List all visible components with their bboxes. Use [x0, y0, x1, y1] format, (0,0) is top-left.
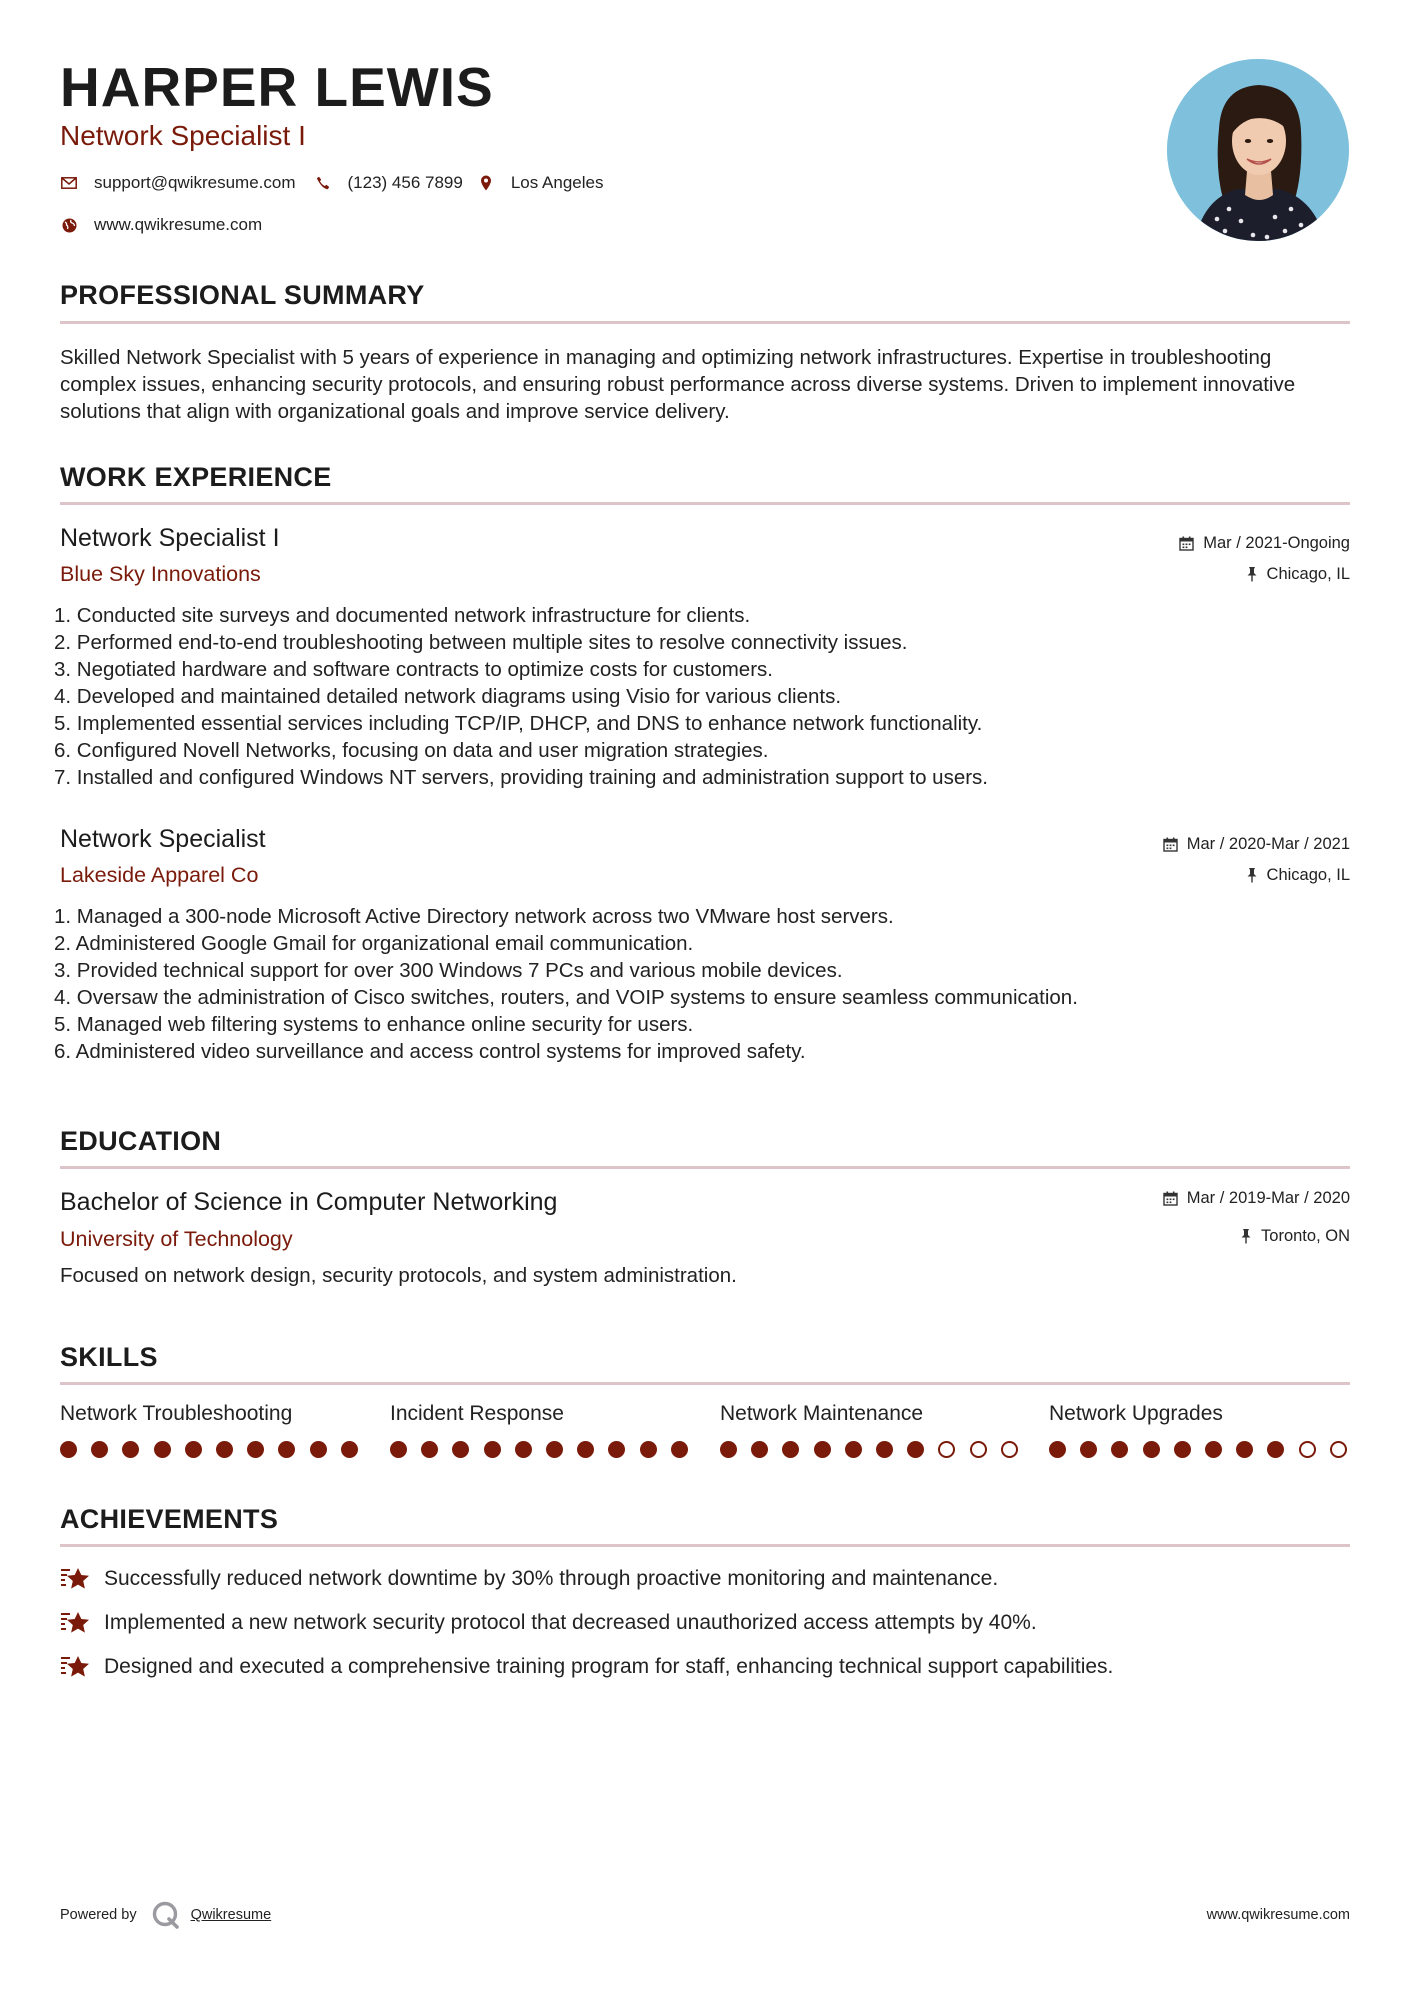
skill-item [720, 1403, 1025, 1424]
school-name: University of Technology [60, 1227, 293, 1251]
rating-dot-filled [608, 1441, 625, 1458]
job-title: Network Specialist I [60, 524, 280, 552]
rating-dot-filled [907, 1441, 924, 1458]
section-divider [60, 1382, 1350, 1385]
rating-dot-empty [938, 1441, 955, 1458]
rating-dot-filled [185, 1441, 202, 1458]
contact-row-2 [60, 215, 282, 235]
achievement-text: Successfully reduced network downtime by 30% through proactive monitoring and maintenance. [104, 1567, 999, 1590]
rating-dot-filled [1080, 1441, 1097, 1458]
rating-dot-filled [1111, 1441, 1128, 1458]
job-location-text: Chicago, IL [1266, 565, 1350, 583]
list-item: 6. Configured Novell Networks, focusing on data and user migration strategies. [54, 739, 769, 762]
job-dates-text: Mar / 2020-Mar / 2021 [1186, 835, 1350, 853]
skill-label: Network Troubleshooting [60, 1402, 293, 1425]
job-company: Lakeside Apparel Co [60, 863, 259, 887]
skill-rating [720, 1441, 1032, 1458]
achievement-item [60, 1566, 998, 1592]
pushpin-icon [1246, 566, 1258, 582]
rating-dot-filled [421, 1441, 438, 1458]
qwikresume-logo-icon [151, 1900, 181, 1930]
job-responsibilities [54, 602, 1344, 791]
skill-rating [1049, 1441, 1361, 1458]
star-medal-icon [60, 1610, 92, 1636]
education-location [1240, 1228, 1350, 1245]
list-item: 4. Oversaw the administration of Cisco switches, routers, and VOIP systems to ensure seamless communication. [54, 986, 1078, 1009]
rating-dot-empty [1001, 1441, 1018, 1458]
rating-dot-filled [341, 1441, 358, 1458]
skill-rating [60, 1441, 372, 1458]
pushpin-icon [1240, 1228, 1252, 1244]
profile-photo [1167, 59, 1349, 241]
education-description: Focused on network design, security protocols, and system administration. [60, 1264, 737, 1287]
summary-text: Skilled Network Specialist with 5 years of experience in managing and optimizing network infrastructures. Expertise in troubleshooting complex issues, enhancing security protocols, and ensuring robust performance across diverse systems. Driven to implement innovative solutions that align with organizational goals and improve service delivery. [60, 346, 1296, 423]
powered-by-label: Powered by [60, 1907, 137, 1923]
calendar-icon [1163, 837, 1178, 852]
rating-dot-empty [1299, 1441, 1316, 1458]
rating-dot-filled [845, 1441, 862, 1458]
rating-dot-filled [640, 1441, 657, 1458]
section-divider [60, 1544, 1350, 1547]
calendar-icon [1163, 1191, 1178, 1206]
job-company: Blue Sky Innovations [60, 562, 261, 586]
footer-powered-by [60, 1900, 271, 1930]
job-location [1246, 867, 1350, 884]
email-link[interactable]: support@qwikresume.com [94, 173, 296, 192]
list-item: 1. Conducted site surveys and documented network infrastructure for clients. [54, 604, 751, 627]
rating-dot-filled [876, 1441, 893, 1458]
skill-item [60, 1403, 365, 1424]
section-title-experience: WORK EXPERIENCE [60, 462, 332, 492]
footer-website[interactable]: www.qwikresume.com [1206, 1907, 1350, 1923]
section-title-skills: SKILLS [60, 1342, 158, 1372]
list-item: 2. Performed end-to-end troubleshooting between multiple sites to resolve connectivity issues. [54, 631, 908, 654]
rating-dot-filled [1205, 1441, 1222, 1458]
rating-dot-empty [970, 1441, 987, 1458]
rating-dot-filled [484, 1441, 501, 1458]
rating-dot-filled [390, 1441, 407, 1458]
phone-number: (123) 456 7899 [347, 173, 463, 192]
rating-dot-filled [216, 1441, 233, 1458]
education-dates-text: Mar / 2019-Mar / 2020 [1186, 1189, 1350, 1207]
rating-dot-filled [751, 1441, 768, 1458]
rating-dot-filled [1049, 1441, 1066, 1458]
rating-dot-filled [1143, 1441, 1160, 1458]
job-responsibilities [54, 903, 1344, 1065]
job-location-text: Chicago, IL [1266, 866, 1350, 884]
star-medal-icon [60, 1566, 92, 1592]
star-medal-icon [60, 1654, 92, 1680]
rating-dot-filled [782, 1441, 799, 1458]
skill-label: Network Maintenance [720, 1402, 924, 1425]
list-item: 1. Managed a 300-node Microsoft Active Directory network across two VMware host servers. [54, 905, 894, 928]
rating-dot-filled [310, 1441, 327, 1458]
rating-dot-filled [122, 1441, 139, 1458]
phone-icon [314, 174, 332, 192]
section-divider [60, 502, 1350, 505]
skill-label: Incident Response [390, 1402, 564, 1425]
rating-dot-empty [1330, 1441, 1347, 1458]
achievement-text: Implemented a new network security protocol that decreased unauthorized access attempts by 40%. [104, 1611, 1037, 1634]
rating-dot-filled [154, 1441, 171, 1458]
globe-icon [60, 216, 78, 234]
list-item: 3. Provided technical support for over 300 Windows 7 PCs and various mobile devices. [54, 959, 843, 982]
rating-dot-filled [278, 1441, 295, 1458]
rating-dot-filled [91, 1441, 108, 1458]
rating-dot-filled [60, 1441, 77, 1458]
contact-row-1 [60, 173, 623, 193]
location-text: Los Angeles [510, 173, 604, 192]
skill-rating [390, 1441, 702, 1458]
skill-item [1049, 1403, 1354, 1424]
section-divider [60, 1166, 1350, 1169]
job-dates [1163, 836, 1350, 853]
rating-dot-filled [1236, 1441, 1253, 1458]
pushpin-icon [1246, 867, 1258, 883]
job-dates [1179, 535, 1350, 552]
list-item: 7. Installed and configured Windows NT servers, providing training and administration support to users. [54, 766, 988, 789]
job-title: Network Specialist [60, 825, 266, 853]
rating-dot-filled [546, 1441, 563, 1458]
qwikresume-link[interactable]: Qwikresume [190, 1907, 272, 1923]
rating-dot-filled [1174, 1441, 1191, 1458]
degree-title: Bachelor of Science in Computer Networking [60, 1188, 558, 1216]
achievement-item [60, 1654, 1113, 1680]
rating-dot-filled [814, 1441, 831, 1458]
candidate-role: Network Specialist I [60, 120, 306, 151]
rating-dot-filled [720, 1441, 737, 1458]
list-item: 5. Managed web filtering systems to enhance online security for users. [54, 1013, 694, 1036]
list-item: 5. Implemented essential services including TCP/IP, DHCP, and DNS to enhance network functionality. [54, 712, 983, 735]
rating-dot-filled [515, 1441, 532, 1458]
education-dates [1163, 1190, 1350, 1207]
candidate-name: HARPER LEWIS [60, 56, 494, 118]
list-item: 6. Administered video surveillance and access control systems for improved safety. [54, 1040, 806, 1063]
section-divider [60, 321, 1350, 324]
section-title-summary: PROFESSIONAL SUMMARY [60, 280, 425, 310]
list-item: 3. Negotiated hardware and software contracts to optimize costs for customers. [54, 658, 773, 681]
skill-label: Network Upgrades [1049, 1402, 1223, 1425]
rating-dot-filled [671, 1441, 688, 1458]
list-item: 4. Developed and maintained detailed network diagrams using Visio for various clients. [54, 685, 842, 708]
section-title-achievements: ACHIEVEMENTS [60, 1504, 279, 1534]
calendar-icon [1179, 536, 1194, 551]
section-title-education: EDUCATION [60, 1126, 222, 1156]
skill-item [390, 1403, 695, 1424]
job-location [1246, 566, 1350, 583]
rating-dot-filled [452, 1441, 469, 1458]
achievement-item [60, 1610, 1037, 1636]
map-pin-icon [477, 174, 495, 192]
rating-dot-filled [247, 1441, 264, 1458]
education-location-text: Toronto, ON [1261, 1227, 1350, 1245]
job-dates-text: Mar / 2021-Ongoing [1203, 534, 1350, 552]
website-link[interactable]: www.qwikresume.com [94, 215, 263, 234]
rating-dot-filled [1267, 1441, 1284, 1458]
achievement-text: Designed and executed a comprehensive training program for staff, enhancing technical support capabilities. [104, 1655, 1114, 1678]
rating-dot-filled [577, 1441, 594, 1458]
envelope-icon [60, 174, 78, 192]
list-item: 2. Administered Google Gmail for organizational email communication. [54, 932, 694, 955]
